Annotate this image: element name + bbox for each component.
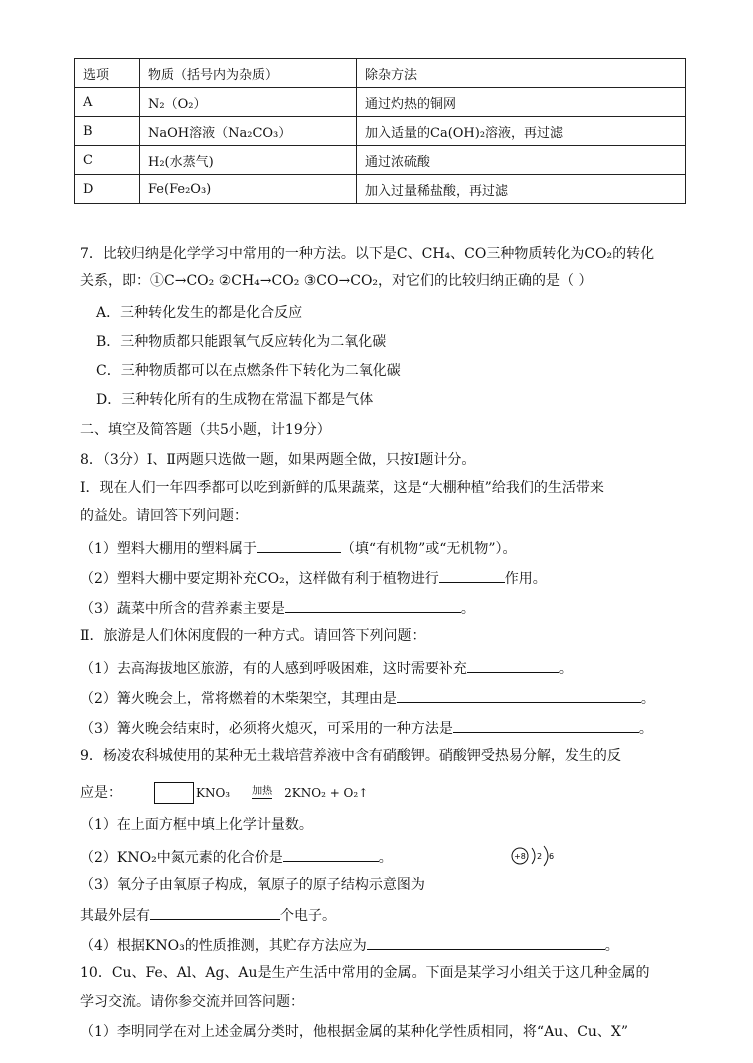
table-header-cell: 除杂方法: [357, 59, 686, 88]
table-row: [75, 146, 686, 175]
table-cell-method: 加入过量稀盐酸，再过滤: [357, 175, 686, 204]
table-cell-substance: H₂(水蒸气): [140, 146, 357, 175]
oxygen-atom-diagram: [508, 844, 566, 868]
q8-p1-q1-tail: （填“有机物”或“无机物”）。: [340, 541, 517, 557]
q9-eq-condition: 加热: [252, 786, 273, 797]
q7-option-c: C．三种物质都可以在点燃条件下转化为二氧化碳: [96, 363, 401, 379]
table-cell-option: A: [75, 88, 140, 117]
q9-s1: （1）在上面方框中填上化学计量数。: [80, 817, 313, 833]
table-cell-method: 通过灼热的铜网: [357, 88, 686, 117]
q8-p1-q3-tail: 。: [460, 601, 475, 617]
section-heading: 二、填空及简答题（共5小题，计19分）: [80, 422, 331, 438]
table-cell-substance: NaOH溶液（Na₂CO₃）: [140, 117, 357, 146]
q9-s4-text: （4）根据KNO₃的性质推测，其贮存方法应为: [80, 938, 367, 954]
q9-s3-next: [80, 903, 336, 926]
q10-stem-line2: 学习交流。请你参交流并回答问题：: [80, 994, 304, 1010]
q8-p2-q2: [80, 686, 655, 709]
q7-option-a: A．三种转化发生的都是化合反应: [96, 305, 303, 321]
q8-p2-q1: [80, 656, 573, 679]
coefficient-box[interactable]: [154, 782, 194, 804]
q9-s4-tail: 。: [604, 938, 619, 954]
q8-p1-q2-tail: 作用。: [504, 571, 547, 587]
table-header-cell: 物质（括号内为杂质）: [140, 59, 357, 88]
table-cell-substance: Fe(Fe₂O₃): [140, 175, 357, 204]
q8-p2-q2-text: （2）篝火晚会上，常将燃着的木柴架空，其理由是: [80, 691, 397, 707]
q8-p2-q3-text: （3）篝火晚会结束时，必须将火熄灭，可采用的一种方法是: [80, 721, 453, 737]
q8-p2-q1-text: （1）去高海拔地区旅游，有的人感到呼吸困难，这时需要补充: [80, 661, 467, 677]
q8-p1-q1: [80, 536, 517, 559]
answer-blank[interactable]: [467, 656, 559, 673]
q9-s3-next-tail: 个电子。: [280, 908, 336, 924]
answer-blank[interactable]: [283, 845, 379, 862]
table-cell-method: 加入适量的Ca(OH)₂溶液，再过滤: [357, 117, 686, 146]
q8-p1-q3: [80, 596, 475, 619]
atom-shell-2: 6: [549, 852, 555, 861]
impurity-removal-table: [74, 58, 686, 204]
answer-blank[interactable]: [150, 903, 280, 920]
answer-blank[interactable]: [257, 536, 341, 553]
q10-stem-line1: 10．Cu、Fe、Al、Ag、Au是生产生活中常用的金属。下面是某学习小组关于这几种金属的: [80, 965, 650, 981]
table-cell-method: 通过浓硫酸: [357, 146, 686, 175]
q9-eq-prefix: 应是：: [80, 785, 122, 801]
q9-s2-text: （2）KNO₂中氮元素的化合价是: [80, 850, 283, 866]
q8-head: 8．（3分）Ⅰ、Ⅱ两题只选做一题，如果两题全做，只按Ⅰ题计分。: [80, 452, 476, 468]
q8-part1-line1: Ⅰ．现在人们一年四季都可以吃到新鲜的瓜果蔬菜，这是“大棚种植”给我们的生活带来: [80, 480, 604, 496]
table-cell-option: C: [75, 146, 140, 175]
q8-p2-q3: [80, 716, 653, 739]
table-cell-option: B: [75, 117, 140, 146]
q8-p1-q2: [80, 566, 547, 589]
q7-option-b: B．三种物质都只能跟氧气反应转化为二氧化碳: [96, 334, 387, 350]
q9-s3: （3）氧分子由氧原子构成，氧原子的原子结构示意图为: [80, 877, 425, 893]
table-row: [75, 117, 686, 146]
q9-stem-line1: 9．杨凌农科城使用的某种无土栽培营养液中含有硝酸钾。硝酸钾受热易分解，发生的反: [80, 748, 621, 764]
table-cell-substance: N₂（O₂）: [140, 88, 357, 117]
table-header-row: [75, 59, 686, 88]
q8-p2-q3-tail: 。: [638, 721, 653, 737]
table-row: [75, 175, 686, 204]
q8-part1-line2: 的益处。请回答下列问题：: [80, 508, 248, 524]
answer-blank[interactable]: [453, 716, 639, 733]
q7-stem-line1: 7．比较归纳是化学学习中常用的一种方法。以下是C、CH₄、CO三种物质转化为CO₂的转化: [80, 246, 655, 262]
q9-eq-products: 2KNO₂ + O₂↑: [284, 786, 369, 800]
table-cell-option: D: [75, 175, 140, 204]
atom-nucleus: +8: [514, 852, 526, 861]
q8-p1-q1-text: （1）塑料大棚用的塑料属于: [80, 541, 257, 557]
q9-s4: [80, 933, 619, 956]
answer-blank[interactable]: [285, 596, 461, 613]
q10-stem-line3: （1）李明同学在对上述金属分类时，他根据金属的某种化学性质相同，将“Au、Cu、X”: [80, 1024, 629, 1040]
q9-s2-tail: 。: [378, 850, 393, 866]
q8-p1-q3-text: （3）蔬菜中所含的营养素主要是: [80, 601, 285, 617]
answer-blank[interactable]: [367, 933, 605, 950]
table-row: [75, 88, 686, 117]
q8-p2-q2-tail: 。: [640, 691, 655, 707]
answer-blank[interactable]: [397, 686, 641, 703]
q7-stem-line2: 关系，即：①C→CO₂ ②CH₄→CO₂ ③CO→CO₂，对它们的比较归纳正确的是（ ）: [80, 273, 593, 289]
q9-equation: [80, 782, 368, 804]
q7-option-d: D．三种转化所有的生成物在常温下都是气体: [96, 392, 374, 408]
q8-p1-q2-text: （2）塑料大棚中要定期补充CO₂，这样做有利于植物进行: [80, 571, 439, 587]
q9-s3-next-text: 其最外层有: [80, 908, 150, 924]
table-header-cell: 选项: [75, 59, 140, 88]
atom-shell-1: 2: [537, 852, 543, 861]
answer-blank[interactable]: [439, 566, 505, 583]
q8-part2-line1: Ⅱ．旅游是人们休闲度假的一种方式。请回答下列问题：: [80, 628, 426, 644]
q8-p2-q1-tail: 。: [558, 661, 573, 677]
q9-eq-reactant: KNO₃: [196, 786, 231, 800]
q9-s2: [80, 845, 393, 868]
